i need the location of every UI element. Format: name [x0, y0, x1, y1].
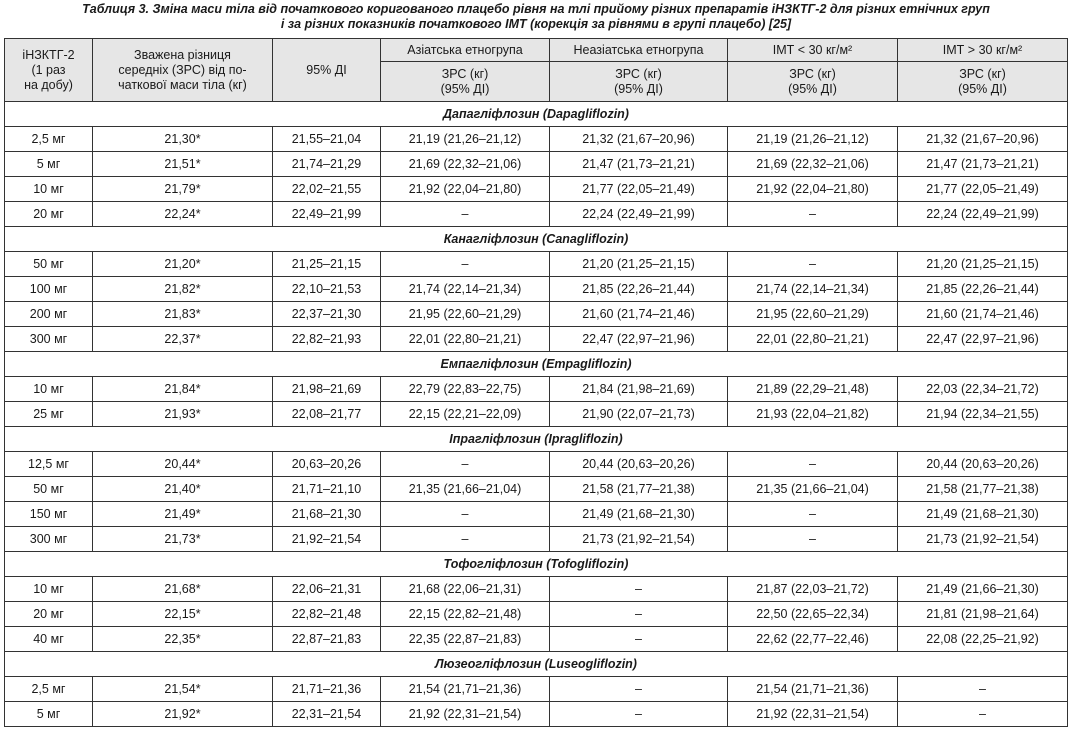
dose-cell: 12,5 мг: [5, 452, 93, 477]
wmd-cell: 20,44*: [93, 452, 273, 477]
table-row: [5, 452, 1068, 477]
non-asian-cell: –: [550, 702, 728, 727]
caption-line-2: і за різних показників початкового ІМТ (корекція за рівнями в групі плацебо) [25]: [280, 17, 792, 31]
dose-cell: 20 мг: [5, 202, 93, 227]
bmi-over-30-cell: 21,81 (21,98–21,64): [898, 602, 1068, 627]
dose-cell: 25 мг: [5, 402, 93, 427]
section-row: [5, 227, 1068, 252]
dose-cell: 150 мг: [5, 502, 93, 527]
ci-cell: 22,08–21,77: [273, 402, 381, 427]
dose-cell: 10 мг: [5, 377, 93, 402]
asian-cell: –: [381, 202, 550, 227]
table-row: [5, 502, 1068, 527]
header-group-asian: Азіатська етногрупа: [381, 39, 550, 62]
bmi-over-30-cell: 21,49 (21,66–21,30): [898, 577, 1068, 602]
non-asian-cell: –: [550, 677, 728, 702]
table-row: [5, 202, 1068, 227]
dose-cell: 20 мг: [5, 602, 93, 627]
wmd-cell: 21,82*: [93, 277, 273, 302]
asian-cell: 21,69 (22,32–21,06): [381, 152, 550, 177]
header-diff-line: чаткової маси тіла (кг): [118, 77, 247, 92]
header-sub-wmd: [550, 62, 728, 102]
header-ci: 95% ДІ: [273, 39, 381, 102]
table-row: [5, 302, 1068, 327]
non-asian-cell: –: [550, 627, 728, 652]
bmi-over-30-cell: 22,08 (22,25–21,92): [898, 627, 1068, 652]
table-row: [5, 152, 1068, 177]
table-row: [5, 252, 1068, 277]
asian-cell: 21,92 (22,04–21,80): [381, 177, 550, 202]
bmi-over-30-cell: 21,47 (21,73–21,21): [898, 152, 1068, 177]
wmd-cell: 21,40*: [93, 477, 273, 502]
dose-cell: 300 мг: [5, 327, 93, 352]
header-drug-line: іНЗКТГ-2: [22, 47, 75, 62]
bmi-under-30-cell: 21,89 (22,29–21,48): [728, 377, 898, 402]
bmi-over-30-cell: 21,49 (21,68–21,30): [898, 502, 1068, 527]
non-asian-cell: –: [550, 602, 728, 627]
ci-cell: 22,82–21,93: [273, 327, 381, 352]
ci-cell: 21,74–21,29: [273, 152, 381, 177]
non-asian-cell: 21,84 (21,98–21,69): [550, 377, 728, 402]
section-title: Тофогліфлозин (Tofogliflozin): [5, 552, 1068, 577]
wmd-cell: 21,49*: [93, 502, 273, 527]
wmd-cell: 21,51*: [93, 152, 273, 177]
asian-cell: 21,92 (22,31–21,54): [381, 702, 550, 727]
header-sub-line: ЗРС (кг): [789, 66, 836, 81]
asian-cell: 21,54 (21,71–21,36): [381, 677, 550, 702]
section-title: Іпрагліфлозин (Ipragliflozin): [5, 427, 1068, 452]
bmi-under-30-cell: –: [728, 502, 898, 527]
table-row: [5, 377, 1068, 402]
bmi-over-30-cell: 21,77 (22,05–21,49): [898, 177, 1068, 202]
header-group-non-asian: Неазіатська етногрупа: [550, 39, 728, 62]
wmd-cell: 21,30*: [93, 127, 273, 152]
bmi-over-30-cell: 22,24 (22,49–21,99): [898, 202, 1068, 227]
wmd-cell: 22,15*: [93, 602, 273, 627]
section-row: [5, 102, 1068, 127]
bmi-under-30-cell: 21,19 (21,26–21,12): [728, 127, 898, 152]
non-asian-cell: 21,85 (22,26–21,44): [550, 277, 728, 302]
non-asian-cell: 21,32 (21,67–20,96): [550, 127, 728, 152]
non-asian-cell: 21,60 (21,74–21,46): [550, 302, 728, 327]
non-asian-cell: 20,44 (20,63–20,26): [550, 452, 728, 477]
asian-cell: –: [381, 452, 550, 477]
bmi-over-30-cell: 22,03 (22,34–21,72): [898, 377, 1068, 402]
table-caption: [0, 0, 1072, 34]
non-asian-cell: 22,24 (22,49–21,99): [550, 202, 728, 227]
header-weighted-diff: [93, 39, 273, 102]
table-body: [5, 102, 1068, 727]
wmd-cell: 21,73*: [93, 527, 273, 552]
wmd-cell: 21,68*: [93, 577, 273, 602]
ci-cell: 22,49–21,99: [273, 202, 381, 227]
bmi-over-30-cell: 21,20 (21,25–21,15): [898, 252, 1068, 277]
header-sub-line: (95% ДІ): [614, 81, 663, 96]
header-sub-line: ЗРС (кг): [441, 66, 489, 81]
bmi-under-30-cell: 21,69 (22,32–21,06): [728, 152, 898, 177]
ci-cell: 21,71–21,10: [273, 477, 381, 502]
asian-cell: 21,19 (21,26–21,12): [381, 127, 550, 152]
header-drug-line: на добу): [24, 77, 73, 92]
table-row: [5, 127, 1068, 152]
dose-cell: 5 мг: [5, 152, 93, 177]
header-sub-line: (95% ДІ): [788, 81, 837, 96]
bmi-over-30-cell: 21,94 (22,34–21,55): [898, 402, 1068, 427]
asian-cell: 21,95 (22,60–21,29): [381, 302, 550, 327]
ci-cell: 22,31–21,54: [273, 702, 381, 727]
header-sub-wmd: [898, 62, 1068, 102]
header-sub-line: ЗРС (кг): [959, 66, 1006, 81]
table-row: [5, 702, 1068, 727]
bmi-over-30-cell: 21,32 (21,67–20,96): [898, 127, 1068, 152]
bmi-under-30-cell: 21,87 (22,03–21,72): [728, 577, 898, 602]
bmi-under-30-cell: 22,50 (22,65–22,34): [728, 602, 898, 627]
table-row: [5, 477, 1068, 502]
asian-cell: –: [381, 502, 550, 527]
non-asian-cell: 21,47 (21,73–21,21): [550, 152, 728, 177]
ci-cell: 22,10–21,53: [273, 277, 381, 302]
bmi-over-30-cell: –: [898, 677, 1068, 702]
header-diff-line: середніх (ЗРС) від по-: [118, 62, 247, 77]
table-row: [5, 677, 1068, 702]
ci-cell: 21,71–21,36: [273, 677, 381, 702]
ci-cell: 21,25–21,15: [273, 252, 381, 277]
dose-cell: 40 мг: [5, 627, 93, 652]
table-row: [5, 327, 1068, 352]
asian-cell: 22,15 (22,82–21,48): [381, 602, 550, 627]
ci-cell: 21,92–21,54: [273, 527, 381, 552]
dose-cell: 100 мг: [5, 277, 93, 302]
dose-cell: 2,5 мг: [5, 677, 93, 702]
dose-cell: 10 мг: [5, 577, 93, 602]
dose-cell: 50 мг: [5, 477, 93, 502]
section-row: [5, 352, 1068, 377]
bmi-under-30-cell: 21,92 (22,31–21,54): [728, 702, 898, 727]
wmd-cell: 21,84*: [93, 377, 273, 402]
wmd-cell: 21,20*: [93, 252, 273, 277]
non-asian-cell: 22,47 (22,97–21,96): [550, 327, 728, 352]
section-title: Емпагліфлозин (Empagliflozin): [5, 352, 1068, 377]
bmi-over-30-cell: 21,73 (21,92–21,54): [898, 527, 1068, 552]
table-row: [5, 277, 1068, 302]
non-asian-cell: 21,90 (22,07–21,73): [550, 402, 728, 427]
bmi-under-30-cell: 21,93 (22,04–21,82): [728, 402, 898, 427]
header-diff-line: Зважена різниця: [134, 47, 231, 62]
table-row: [5, 627, 1068, 652]
asian-cell: 21,74 (22,14–21,34): [381, 277, 550, 302]
non-asian-cell: 21,20 (21,25–21,15): [550, 252, 728, 277]
bmi-under-30-cell: 21,54 (21,71–21,36): [728, 677, 898, 702]
wmd-cell: 21,83*: [93, 302, 273, 327]
non-asian-cell: 21,73 (21,92–21,54): [550, 527, 728, 552]
section-title: Канагліфлозин (Canagliflozin): [5, 227, 1068, 252]
bmi-under-30-cell: 21,95 (22,60–21,29): [728, 302, 898, 327]
header-group-bmi-under-30: ІМТ < 30 кг/м²: [728, 39, 898, 62]
bmi-under-30-cell: 21,35 (21,66–21,04): [728, 477, 898, 502]
wmd-cell: 22,37*: [93, 327, 273, 352]
non-asian-cell: 21,49 (21,68–21,30): [550, 502, 728, 527]
asian-cell: 22,15 (22,21–22,09): [381, 402, 550, 427]
bmi-under-30-cell: 22,01 (22,80–21,21): [728, 327, 898, 352]
asian-cell: 21,35 (21,66–21,04): [381, 477, 550, 502]
header-sub-line: ЗРС (кг): [615, 66, 662, 81]
wmd-cell: 21,79*: [93, 177, 273, 202]
header-sub-wmd: [728, 62, 898, 102]
wmd-cell: 22,24*: [93, 202, 273, 227]
section-row: [5, 552, 1068, 577]
bmi-under-30-cell: 21,74 (22,14–21,34): [728, 277, 898, 302]
bmi-under-30-cell: 22,62 (22,77–22,46): [728, 627, 898, 652]
dose-cell: 10 мг: [5, 177, 93, 202]
section-title: Люзеогліфлозин (Luseogliflozin): [5, 652, 1068, 677]
bmi-under-30-cell: –: [728, 202, 898, 227]
non-asian-cell: –: [550, 577, 728, 602]
bmi-under-30-cell: 21,92 (22,04–21,80): [728, 177, 898, 202]
bmi-under-30-cell: –: [728, 252, 898, 277]
caption-line-1: Таблиця 3. Зміна маси тіла від початкового коригованого плацебо рівня на тлі прийому різних препаратів іНЗКТГ-2 для різних етнічних груп: [82, 2, 990, 16]
dose-cell: 300 мг: [5, 527, 93, 552]
header-group-bmi-over-30: ІМТ > 30 кг/м²: [898, 39, 1068, 62]
wmd-cell: 21,92*: [93, 702, 273, 727]
section-title: Дапагліфлозин (Dapagliflozin): [5, 102, 1068, 127]
table-row: [5, 577, 1068, 602]
ci-cell: 22,02–21,55: [273, 177, 381, 202]
ci-cell: 22,06–21,31: [273, 577, 381, 602]
table-header: [5, 39, 1068, 102]
table-row: [5, 602, 1068, 627]
ci-cell: 21,68–21,30: [273, 502, 381, 527]
non-asian-cell: 21,58 (21,77–21,38): [550, 477, 728, 502]
dose-cell: 50 мг: [5, 252, 93, 277]
header-sub-line: (95% ДІ): [440, 81, 490, 96]
asian-cell: 22,35 (22,87–21,83): [381, 627, 550, 652]
ci-cell: 22,37–21,30: [273, 302, 381, 327]
ci-cell: 21,55–21,04: [273, 127, 381, 152]
ci-cell: 21,98–21,69: [273, 377, 381, 402]
asian-cell: –: [381, 252, 550, 277]
table-row: [5, 402, 1068, 427]
bmi-over-30-cell: 21,85 (22,26–21,44): [898, 277, 1068, 302]
bmi-over-30-cell: 20,44 (20,63–20,26): [898, 452, 1068, 477]
wmd-cell: 21,93*: [93, 402, 273, 427]
header-sub-line: (95% ДІ): [958, 81, 1007, 96]
ci-cell: 22,87–21,83: [273, 627, 381, 652]
ci-cell: 20,63–20,26: [273, 452, 381, 477]
bmi-over-30-cell: 22,47 (22,97–21,96): [898, 327, 1068, 352]
dose-cell: 5 мг: [5, 702, 93, 727]
bmi-over-30-cell: 21,60 (21,74–21,46): [898, 302, 1068, 327]
bmi-under-30-cell: –: [728, 527, 898, 552]
dose-cell: 2,5 мг: [5, 127, 93, 152]
header-sub-wmd: [381, 62, 550, 102]
wmd-cell: 21,54*: [93, 677, 273, 702]
ci-cell: 22,82–21,48: [273, 602, 381, 627]
bmi-over-30-cell: 21,58 (21,77–21,38): [898, 477, 1068, 502]
bmi-over-30-cell: –: [898, 702, 1068, 727]
table-row: [5, 177, 1068, 202]
asian-cell: –: [381, 527, 550, 552]
asian-cell: 21,68 (22,06–21,31): [381, 577, 550, 602]
header-drug-dose: [5, 39, 93, 102]
header-drug-line: (1 раз: [31, 62, 66, 77]
asian-cell: 22,01 (22,80–21,21): [381, 327, 550, 352]
table-row: [5, 527, 1068, 552]
bmi-under-30-cell: –: [728, 452, 898, 477]
data-table: [4, 38, 1068, 727]
dose-cell: 200 мг: [5, 302, 93, 327]
section-row: [5, 427, 1068, 452]
asian-cell: 22,79 (22,83–22,75): [381, 377, 550, 402]
section-row: [5, 652, 1068, 677]
non-asian-cell: 21,77 (22,05–21,49): [550, 177, 728, 202]
wmd-cell: 22,35*: [93, 627, 273, 652]
